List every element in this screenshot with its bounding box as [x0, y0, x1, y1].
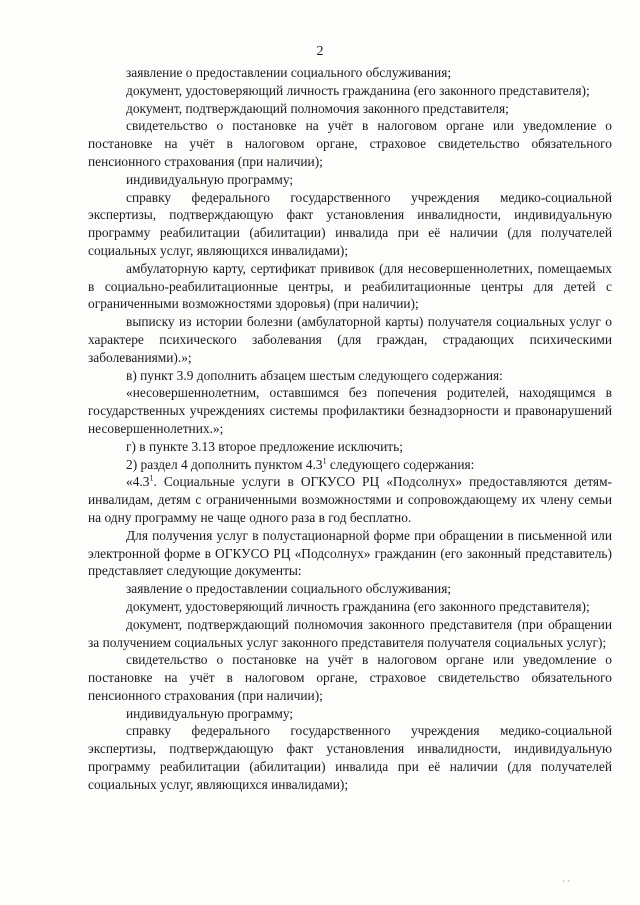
paragraph-14: Для получения услуг в полустационарной форме при обращении в письменной или электронной форме в ОГКУСО РЦ «Подсолнух» гражданин (его законный представитель) представляет следующие документы:	[88, 527, 612, 579]
paragraph-12	[88, 456, 612, 474]
superscript: 1	[149, 473, 154, 483]
paragraph-7: амбулаторную карту, сертификат прививок (для несовершеннолетних, помещаемых в социально-реабилитационные центры, и реабилитационные центры для детей с ограниченными возможностями здоровья) (при наличии);	[88, 260, 612, 312]
paragraph-8: выписку из истории болезни (амбулаторной карты) получателя социальных услуг о характере психического заболевания (для граждан, страдающих психическими заболеваниями).»;	[88, 314, 612, 365]
page-number: 2	[316, 44, 324, 59]
paragraph-2: документ, удостоверяющий личность гражданина (его законного представителя);	[126, 82, 590, 98]
paragraph-3: документ, подтверждающий полномочия законного представителя;	[126, 100, 509, 116]
superscript: 1	[322, 456, 327, 466]
paragraph-5: индивидуальную программу;	[126, 171, 294, 187]
paragraph-20: справку федерального государственного учреждения медико-социальной экспертизы, подтверждающую факт установления инвалидности, индивидуальную программу реабилитации (абилитации) инвалида при её наличии (для получателей социальных услуг, являющихся инвалидами);	[88, 723, 612, 792]
document-body	[88, 64, 612, 794]
paragraph-19: индивидуальную программу;	[126, 705, 294, 721]
paragraph-4: свидетельство о постановке на учёт в налоговом органе или уведомление о постановке на учёт в налоговом органе, страховое свидетельство обязательного пенсионного страхования (при наличии);	[88, 118, 612, 169]
paragraph-15: заявление о предоставлении социального обслуживания;	[126, 581, 452, 597]
paragraph-13-text: «4.3	[126, 474, 150, 490]
paragraph-12-text-end: следующего содержания:	[326, 456, 475, 472]
paragraph-1: заявление о предоставлении социального обслуживания;	[126, 65, 452, 80]
paragraph-10: «несовершеннолетним, оставшимся без попечения родителей, находящимся в государственных учреждениях системы профилактики безнадзорности и правонарушений несовершеннолетних.»;	[88, 385, 612, 436]
paragraph-6: справку федерального государственного учреждения медико-социальной экспертизы, подтверждающую факт установления инвалидности, индивидуальную программу реабилитации (абилитации) инвалида при её наличии (для получателей социальных услуг, являющихся инвалидами);	[88, 189, 612, 258]
paragraph-18: свидетельство о постановке на учёт в налоговом органе или уведомление о постановке на учёт в налоговом органе, страховое свидетельство обязательного пенсионного страхования (при наличии);	[88, 652, 612, 703]
paragraph-13-text-end: . Социальные услуги в ОГКУСО РЦ «Подсолнух» предоставляются детям-инвалидам, детям с ограниченными возможностями и сопровождающему их члену семьи на одну программу не чаще одного раза в год бесплатно.	[88, 474, 612, 525]
paragraph-11: г) в пункте 3.13 второе предложение исключить;	[126, 438, 403, 454]
paragraph-16: документ, удостоверяющий личность гражданина (его законного представителя);	[126, 598, 590, 614]
paragraph-9: в) пункт 3.9 дополнить абзацем шестым следующего содержания:	[126, 367, 503, 383]
paragraph-17: документ, подтверждающий полномочия законного представителя (при обращении за получением социальных услуг законного представителя получателя социальных услуг);	[88, 616, 612, 650]
paragraph-13	[88, 473, 612, 526]
scan-speck: · ·	[562, 876, 571, 886]
paragraph-12-text: 2) раздел 4 дополнить пунктом 4.3	[126, 456, 323, 472]
